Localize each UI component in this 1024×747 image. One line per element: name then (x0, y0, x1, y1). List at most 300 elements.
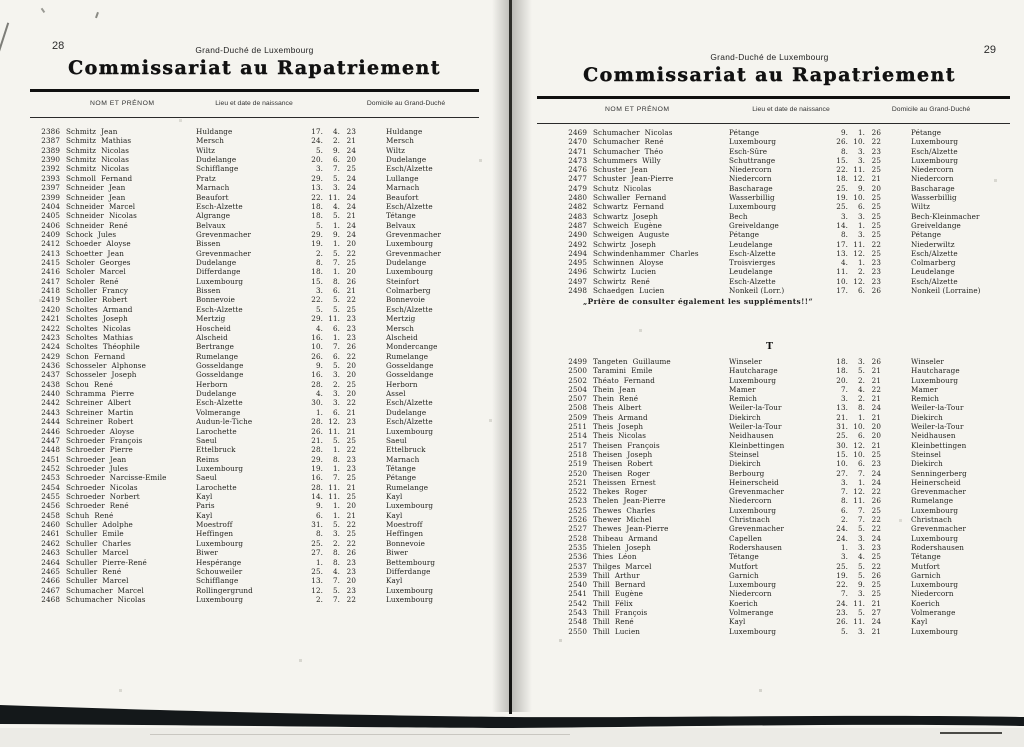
entry-birthdate-part: 5. (332, 211, 340, 221)
entry-domicile: Bonnevoie (386, 538, 425, 548)
entry-birthdate-part: 7. (332, 342, 340, 352)
entry-birthdate-part: 25 (871, 505, 881, 515)
entry-name: Schou René (66, 379, 113, 389)
entry-number: 2473 (568, 155, 587, 165)
entry-number: 2482 (568, 202, 587, 212)
entry-birthplace: Bech (729, 211, 748, 221)
entry-birthplace: Bissen (196, 286, 221, 296)
entry-birthdate-part: 3. (332, 529, 340, 539)
entry-name: Schreiner Albert (66, 398, 132, 408)
entry-name: Schmitz Nicolas (66, 145, 129, 155)
entry-birthdate-part: 13. (836, 403, 848, 413)
entry-number: 2487 (568, 220, 587, 230)
entry-birthdate-part: 4. (840, 258, 848, 268)
entry-birthdate-part: 17. (836, 286, 848, 296)
entry-birthdate-part: 23 (346, 314, 356, 324)
entry-domicile: Mersch (386, 136, 414, 146)
entry-name: Scholer Georges (66, 258, 131, 268)
entry-name: Schuller Pierre-René (66, 557, 147, 567)
column-header-domicile: Domicile au Grand-Duché (891, 106, 971, 113)
page-number: 28 (52, 40, 65, 52)
entry-birthplace: Kayl (196, 510, 213, 520)
entry-birthdate-part: 6. (857, 286, 865, 296)
entry-number: 2460 (41, 520, 60, 530)
entry-birthdate-part: 4. (332, 566, 340, 576)
entry-number: 2525 (568, 505, 587, 515)
entry-birthdate-part: 22 (871, 487, 881, 497)
entry-name: Schumacher Nicolas (66, 594, 146, 604)
entry-name: Scholtes Joseph (66, 314, 128, 324)
entry-birthdate-part: 23 (346, 557, 356, 567)
entry-birthplace: Rumelange (196, 351, 239, 361)
entry-birthdate-part: 25. (836, 561, 848, 571)
entry-number: 2389 (41, 145, 60, 155)
entry-birthdate-part: 25 (871, 193, 881, 203)
entry-birthplace: Marnach (196, 183, 230, 193)
entry-birthdate-part: 7. (840, 589, 848, 599)
entry-name: Scholler Francy (66, 286, 129, 296)
entry-birthdate-part: 3. (857, 542, 865, 552)
entry-birthdate-part: 2. (857, 267, 865, 277)
entry-name: Schwaller Fernand (593, 193, 667, 203)
entry-name: Thein René (593, 394, 639, 404)
entry-birthplace: Esch-Alzette (196, 201, 243, 211)
entry-name: Schroeder François (66, 435, 143, 445)
entry-birthdate-part: 25. (836, 183, 848, 193)
entry-birthdate-part: 7. (332, 164, 340, 174)
entry-birthplace: Luxembourg (196, 276, 244, 286)
entry-birthdate-part: 21 (346, 136, 356, 146)
entry-name: Taramini Emile (593, 366, 653, 376)
entry-number: 2496 (568, 267, 587, 277)
entry-domicile: Beaufort (386, 192, 419, 202)
entry-domicile: Neidhausen (911, 431, 956, 441)
entry-number: 2490 (568, 230, 587, 240)
entry-birthdate-part: 25. (311, 538, 323, 548)
entry-birthplace: Reims (196, 454, 219, 464)
entry-birthdate-part: 20 (346, 239, 356, 249)
entry-birthdate-part: 31. (836, 422, 848, 432)
entry-number: 2543 (568, 608, 587, 618)
entry-number: 2448 (41, 445, 60, 455)
entry-birthdate-part: 14. (836, 220, 848, 230)
entry-number: 2438 (41, 379, 60, 389)
entry-name: Schweich Eugène (593, 220, 662, 230)
entry-domicile: Greiveldange (911, 220, 961, 230)
entry-name: Scholtes Nicolas (66, 323, 131, 333)
entry-birthdate-part: 22 (346, 398, 356, 408)
scan-noise (0, 0, 1, 1)
entry-birthdate-part: 28. (311, 417, 323, 427)
entry-number: 2542 (568, 598, 587, 608)
entry-number: 2535 (568, 542, 587, 552)
entry-birthplace: Larochette (196, 482, 237, 492)
entry-name: Thilges Marcel (593, 561, 652, 571)
entry-birthdate-part: 6. (315, 510, 323, 520)
entry-birthplace: Koerich (729, 598, 758, 608)
entry-birthdate-part: 9. (857, 183, 865, 193)
entry-domicile: Leudelange (911, 267, 955, 277)
entry-birthdate-part: 2. (332, 136, 340, 146)
entry-birthdate-part: 3. (857, 155, 865, 165)
entry-domicile: Niedercorn (911, 174, 954, 184)
entry-number: 2520 (568, 468, 587, 478)
entry-birthdate-part: 4. (332, 201, 340, 211)
entry-domicile: Christnach (911, 515, 953, 525)
entry-birthdate-part: 7. (857, 505, 865, 515)
entry-domicile: Rodershausen (911, 542, 965, 552)
entry-number: 2454 (41, 482, 60, 492)
entry-birthdate-part: 21 (346, 286, 356, 296)
entry-birthdate-part: 26 (346, 276, 356, 286)
entry-name: Schutz Nicolas (593, 183, 652, 193)
entry-birthdate-part: 7. (840, 384, 848, 394)
entry-birthdate-part: 27. (311, 548, 323, 558)
entry-domicile: Heffingen (386, 529, 424, 539)
entry-birthplace: Winseler (729, 357, 762, 366)
entry-birthdate-part: 4. (332, 127, 340, 136)
column-header-domicile: Domicile au Grand-Duché (366, 100, 446, 107)
entry-birthdate-part: 8. (840, 230, 848, 240)
entry-domicile: Luxembourg (386, 585, 434, 595)
entry-birthdate-part: 11. (853, 165, 865, 175)
entry-number: 2437 (41, 370, 60, 380)
entry-birthdate-part: 29. (311, 173, 323, 183)
entry-domicile: Kleinbettingen (911, 440, 967, 450)
entry-birthdate-part: 22 (346, 295, 356, 305)
entry-birthplace: Remich (729, 394, 758, 404)
entry-birthdate-part: 20. (311, 155, 323, 165)
entry-birthdate-part: 3. (857, 230, 865, 240)
entry-birthdate-part: 12. (853, 248, 865, 258)
entry-birthdate-part: 5. (332, 295, 340, 305)
entry-birthdate-part: 12. (853, 174, 865, 184)
entry-birthplace: Rollingergrund (196, 585, 253, 595)
entry-birthplace: Grevenmacher (196, 229, 252, 239)
entry-domicile: Steinfort (386, 276, 420, 286)
entry-name: Schneider Jean (66, 183, 126, 193)
entry-birthdate-part: 3. (857, 589, 865, 599)
entry-name: Thill François (593, 608, 648, 618)
entry-domicile: Mersch (386, 323, 414, 333)
entry-number: 2452 (41, 463, 60, 473)
entry-name: Thewes Charles (593, 505, 656, 515)
entry-birthdate-part: 5. (857, 570, 865, 580)
entry-domicile: Wiltz (911, 202, 931, 212)
entry-birthdate-part: 25. (836, 202, 848, 212)
entry-birthplace: Hautcharage (729, 366, 778, 376)
entry-number: 2527 (568, 524, 587, 534)
entry-domicile: Mutfort (911, 561, 940, 571)
entry-domicile: Luxembourg (386, 426, 434, 436)
entry-birthdate-part: 2. (840, 515, 848, 525)
entry-domicile: Grevenmacher (386, 229, 442, 239)
entry-domicile: Dudelange (386, 258, 427, 268)
entry-birthplace: Esch-Alzette (729, 276, 776, 286)
entry-name: Thelen Jean-Pierre (593, 496, 666, 506)
entry-number: 2444 (41, 417, 60, 427)
entry-number: 2420 (41, 304, 60, 314)
entry-domicile: Luxembourg (386, 594, 434, 604)
entry-name: Theisen Roger (593, 468, 650, 478)
entry-birthplace: Esch-Alzette (196, 304, 243, 314)
entry-birthplace: Rodershausen (729, 542, 783, 552)
entry-name: Thill Bernard (593, 580, 646, 590)
entry-number: 2464 (41, 557, 60, 567)
entry-birthdate-part: 10. (853, 137, 865, 147)
entry-birthdate-part: 31. (311, 520, 323, 530)
entry-domicile: Volmerange (911, 608, 956, 618)
entry-birthdate-part: 3. (315, 164, 323, 174)
entry-name: Schoetter Jean (66, 248, 124, 258)
entry-name: Scholer Marcel (66, 267, 126, 277)
entry-birthdate-part: 18. (836, 174, 848, 184)
entry-birthplace: Troisvierges (729, 258, 776, 268)
entry-birthplace: Beaufort (196, 192, 229, 202)
entry-number: 2537 (568, 561, 587, 571)
entry-number: 2480 (568, 193, 587, 203)
entry-name: Thill Félix (593, 598, 633, 608)
entry-birthplace: Hespérange (196, 557, 242, 567)
entry-number: 2517 (568, 440, 587, 450)
entry-birthdate-part: 25. (311, 566, 323, 576)
entry-birthplace: Weiler-la-Tour (729, 403, 782, 413)
entry-name: Thill Eugène (593, 589, 644, 599)
entry-birthdate-part: 25 (871, 552, 881, 562)
entry-birthdate-part: 23 (346, 454, 356, 464)
entry-number: 2498 (568, 286, 587, 296)
entry-birthdate-part: 5. (332, 585, 340, 595)
entry-birthdate-part: 20 (346, 501, 356, 511)
entry-domicile: Grevenmacher (911, 524, 967, 534)
entry-birthdate-part: 4. (315, 323, 323, 333)
entry-name: Schon Fernand (66, 351, 126, 361)
entry-birthdate-part: 1. (332, 220, 340, 230)
entry-birthdate-part: 23 (346, 332, 356, 342)
entry-domicile: Hautcharage (911, 366, 960, 376)
entry-birthdate-part: 10. (311, 342, 323, 352)
entry-birthdate-part: 8. (840, 496, 848, 506)
entry-domicile: Ettelbruck (386, 445, 426, 455)
entry-birthplace: Herborn (196, 379, 228, 389)
entry-name: Schreiner Robert (66, 417, 134, 427)
entry-birthdate-part: 26. (311, 351, 323, 361)
entry-name: Tangeten Guillaume (593, 357, 671, 366)
entry-birthdate-part: 20 (346, 370, 356, 380)
entry-birthdate-part: 11. (836, 267, 848, 277)
entry-birthdate-part: 15. (836, 449, 848, 459)
entry-domicile: Saeul (386, 435, 407, 445)
entry-birthplace: Moestroff (196, 520, 233, 530)
entry-birthdate-part: 20 (871, 431, 881, 441)
entry-birthdate-part: 3. (332, 183, 340, 193)
entry-birthplace: Dudelange (196, 389, 237, 399)
entry-domicile: Kayl (386, 492, 403, 502)
entry-birthdate-part: 10. (836, 459, 848, 469)
column-header-birth: Lieu et date de naissance (752, 106, 830, 113)
entry-birthdate-part: 22 (346, 594, 356, 604)
entry-domicile: Pétange (386, 473, 417, 483)
entry-birthdate-part: 4. (857, 552, 865, 562)
entry-birthdate-part: 3. (857, 211, 865, 221)
entry-birthdate-part: 22 (346, 520, 356, 530)
entry-birthdate-part: 26. (311, 426, 323, 436)
entry-birthdate-part: 26 (346, 342, 356, 352)
entry-domicile: Rumelange (911, 496, 954, 506)
entry-birthdate-part: 22 (871, 524, 881, 534)
entry-number: 2409 (41, 229, 60, 239)
entry-birthdate-part: 24 (871, 617, 881, 627)
entry-birthdate-part: 28. (311, 445, 323, 455)
entry-birthdate-part: 29. (311, 454, 323, 464)
entry-number: 2469 (568, 128, 587, 137)
entry-birthdate-part: 24 (871, 533, 881, 543)
page-title: Commissariat au Rapatriement (583, 64, 956, 86)
entry-birthdate-part: 20. (836, 375, 848, 385)
entry-birthdate-part: 25 (871, 220, 881, 230)
entry-birthplace: Bertrange (196, 342, 234, 352)
entry-birthdate-part: 25 (871, 165, 881, 175)
entry-domicile: Huldange (386, 127, 423, 136)
entry-number: 2495 (568, 258, 587, 268)
entry-name: Scholtes Armand (66, 304, 133, 314)
entry-name: Thewes Jean-Pierre (593, 524, 669, 534)
entry-birthdate-part: 21 (346, 407, 356, 417)
entry-birthplace: Schuttrange (729, 155, 776, 165)
entry-birthdate-part: 9. (332, 229, 340, 239)
entry-name: Thewer Michel (593, 515, 652, 525)
entry-number: 2416 (41, 267, 60, 277)
entry-birthdate-part: 25 (346, 529, 356, 539)
entry-birthdate-part: 26 (871, 286, 881, 296)
entry-birthdate-part: 25 (871, 202, 881, 212)
entry-name: Theis Nicolas (593, 431, 647, 441)
entry-birthplace: Saeul (196, 435, 217, 445)
entry-number: 2550 (568, 626, 587, 636)
entry-name: Thibeau Armand (593, 533, 658, 543)
entry-domicile: Diekirch (911, 459, 943, 469)
entry-birthdate-part: 25 (871, 248, 881, 258)
entry-birthdate-part: 22 (871, 239, 881, 249)
entry-name: Schaedgen Lucien (593, 286, 665, 296)
entry-birthdate-part: 8. (332, 548, 340, 558)
entry-birthdate-part: 23 (871, 276, 881, 286)
entry-birthdate-part: 5. (857, 366, 865, 376)
entry-number: 2476 (568, 165, 587, 175)
entry-birthplace: Nonkeil (Lorr.) (729, 286, 785, 296)
entry-domicile: Dudelange (386, 407, 427, 417)
entry-domicile: Herborn (386, 379, 418, 389)
entry-number: 2392 (41, 164, 60, 174)
entry-birthdate-part: 24. (311, 136, 323, 146)
entry-name: Theis Albert (593, 403, 642, 413)
entry-birthdate-part: 21 (346, 482, 356, 492)
entry-birthdate-part: 7. (840, 487, 848, 497)
entry-domicile: Koerich (911, 598, 940, 608)
entry-birthdate-part: 14. (311, 492, 323, 502)
entry-domicile: Tétange (911, 552, 941, 562)
entry-number: 2465 (41, 566, 60, 576)
entry-birthdate-part: 20 (871, 422, 881, 432)
entry-birthdate-part: 5. (332, 360, 340, 370)
entry-number: 2541 (568, 589, 587, 599)
entry-number: 2443 (41, 407, 60, 417)
entry-birthdate-part: 24. (836, 524, 848, 534)
entry-name: Scholtes Mathias (66, 332, 133, 342)
entry-name: Schneider Nicolas (66, 211, 137, 221)
entry-birthdate-part: 11. (328, 492, 340, 502)
entry-birthdate-part: 11. (328, 426, 340, 436)
entry-birthplace: Bascharage (729, 183, 773, 193)
entry-birthdate-part: 21 (346, 426, 356, 436)
entry-birthplace: Niedercorn (729, 174, 772, 184)
entry-birthdate-part: 3. (857, 533, 865, 543)
entry-birthdate-part: 25 (871, 211, 881, 221)
entry-birthdate-part: 8. (840, 146, 848, 156)
entry-birthplace: Mamer (729, 384, 756, 394)
page-edge-line (940, 732, 1002, 734)
column-header-name: NOM ET PRÉNOM (90, 100, 155, 107)
entry-domicile: Esch/Alzette (911, 146, 958, 156)
entry-birthplace: Paris (196, 501, 215, 511)
entry-birthdate-part: 21 (871, 626, 881, 636)
entry-birthdate-part: 23 (346, 417, 356, 427)
entry-domicile: Heinerscheid (911, 477, 961, 487)
entry-domicile: Pétange (911, 128, 942, 137)
entry-number: 2483 (568, 211, 587, 221)
entry-number: 2470 (568, 137, 587, 147)
entry-name: Schosseler Joseph (66, 370, 137, 380)
entry-birthplace: Tétange (729, 552, 759, 562)
supplements-note: „Prière de consulter également les suppléments!!“ (583, 297, 814, 306)
entry-birthdate-part: 3. (857, 357, 865, 366)
section-letter-t: T (765, 341, 774, 352)
entry-birthdate-part: 21. (836, 412, 848, 422)
running-head: Grand-Duché de Luxembourg (710, 52, 829, 62)
entry-birthdate-part: 7. (857, 515, 865, 525)
entry-birthdate-part: 25 (346, 304, 356, 314)
entry-birthplace: Alscheid (196, 332, 228, 342)
entry-number: 2466 (41, 576, 60, 586)
entry-number: 2442 (41, 398, 60, 408)
entry-birthplace: Saeul (196, 473, 217, 483)
entry-birthplace: Kayl (196, 492, 213, 502)
entry-birthdate-part: 22 (871, 384, 881, 394)
entry-domicile: Luxembourg (911, 626, 959, 636)
entry-name: Schwinnen Aloyse (593, 258, 664, 268)
entry-birthdate-part: 3. (857, 626, 865, 636)
entry-birthdate-part: 19. (311, 239, 323, 249)
entry-birthdate-part: 16. (311, 473, 323, 483)
entry-domicile: Luxembourg (911, 155, 959, 165)
entry-birthplace: Schouweiler (196, 566, 243, 576)
entry-birthdate-part: 22 (346, 445, 356, 455)
entry-birthdate-part: 12. (311, 585, 323, 595)
entry-birthdate-part: 6. (332, 351, 340, 361)
entry-number: 2456 (41, 501, 60, 511)
entry-number: 2453 (41, 473, 60, 483)
entry-number: 2419 (41, 295, 60, 305)
entry-birthdate-part: 26 (871, 128, 881, 137)
entry-birthdate-part: 1. (857, 477, 865, 487)
entry-domicile: Bech-Kleinmacher (911, 211, 980, 221)
entry-birthdate-part: 24. (836, 533, 848, 543)
entry-birthplace: Schifflange (196, 576, 239, 586)
entry-domicile: Differdange (386, 566, 431, 576)
entry-name: Schuh René (66, 510, 114, 520)
entry-birthdate-part: 3. (332, 370, 340, 380)
entry-birthdate-part: 8. (857, 403, 865, 413)
